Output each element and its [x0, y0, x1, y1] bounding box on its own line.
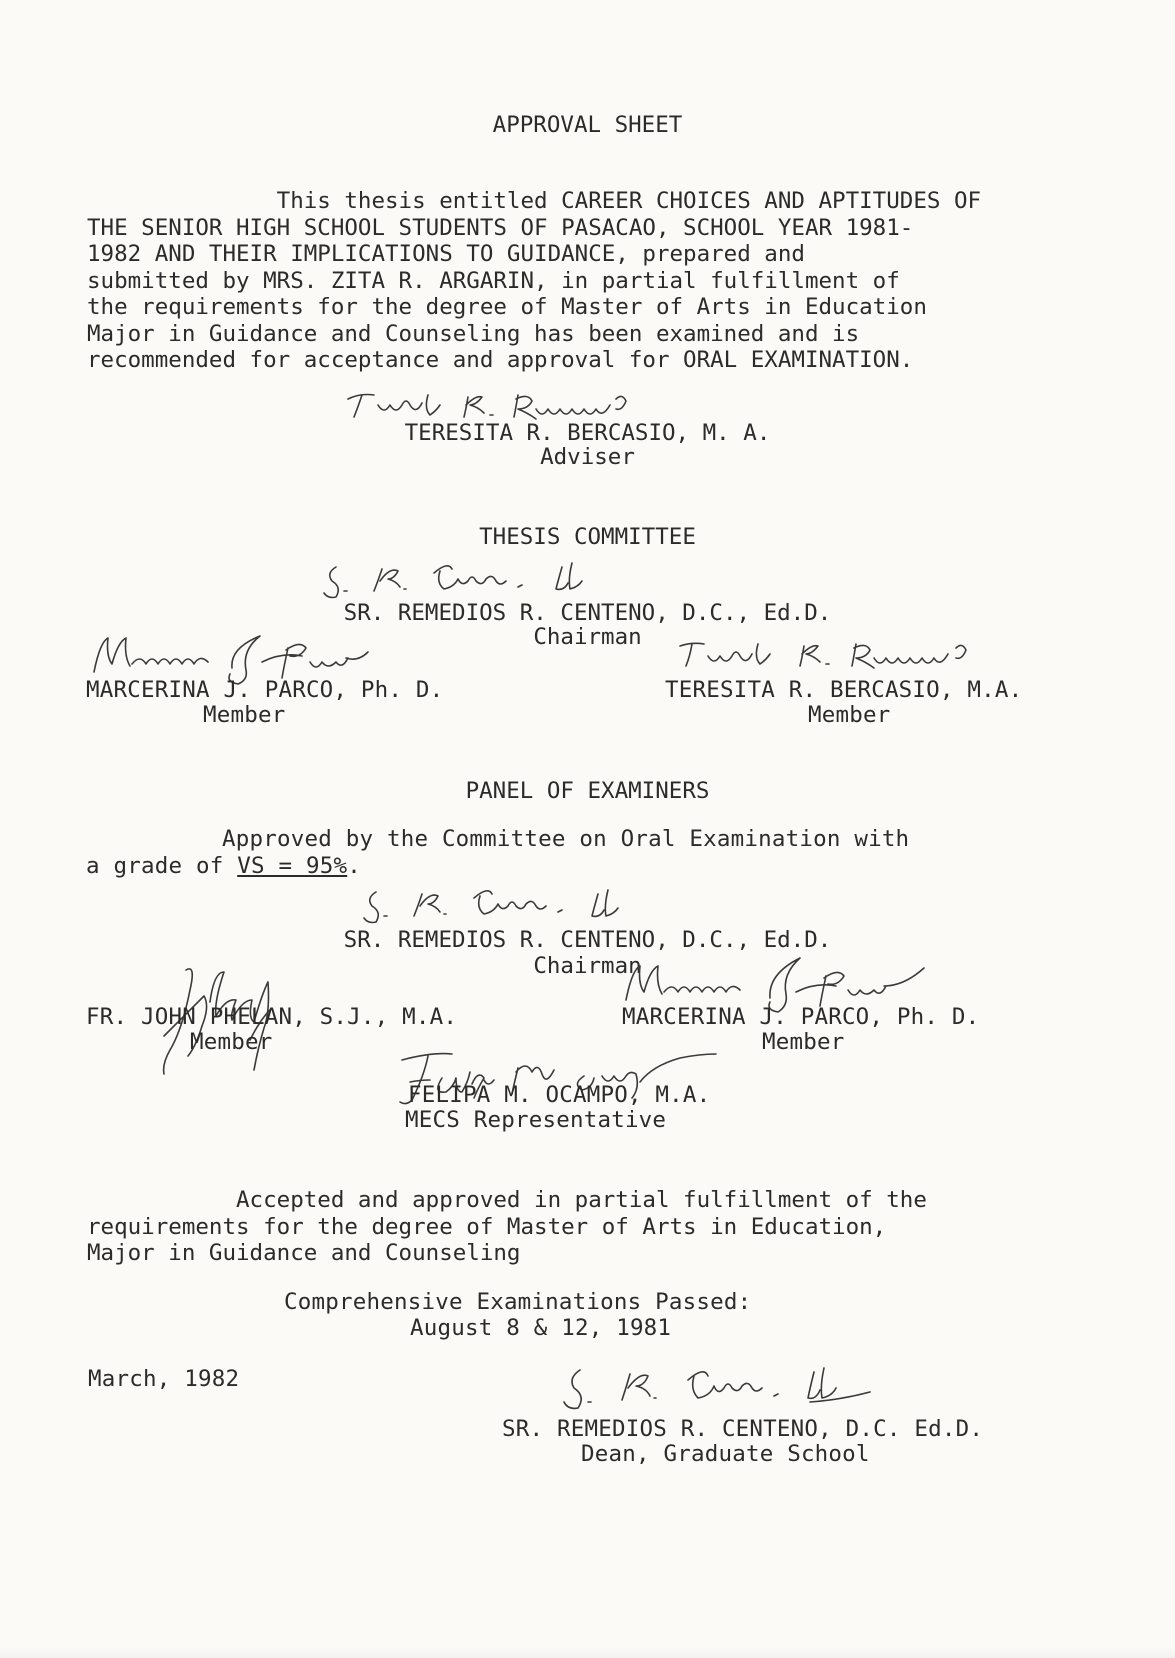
intro-line: THE SENIOR HIGH SCHOOL STUDENTS OF PASACAO, SCHOOL YEAR 1981- [87, 214, 914, 241]
dean-role: Dean, Graduate School [581, 1441, 870, 1467]
mecs-name: FELIPA M. OCAMPO, M.A. [408, 1082, 711, 1108]
comprehensive-label: Comprehensive Examinations Passed: [284, 1289, 752, 1315]
panel-approval-line: Approved by the Committee on Oral Examination with [222, 826, 910, 852]
committee-member-left-name: MARCERINA J. PARCO, Ph. D. [86, 677, 444, 703]
intro-line: This thesis entitled CAREER CHOICES AND APTITUDES OF [87, 188, 982, 214]
adviser-signature [340, 385, 670, 425]
intro-paragraph [87, 188, 1107, 374]
committee-member-right-signature [674, 636, 1004, 676]
grade-prefix: a grade of [86, 853, 238, 879]
intro-line: recommended for acceptance and approval for ORAL EXAMINATION. [87, 347, 914, 373]
comprehensive-dates: August 8 & 12, 1981 [410, 1315, 672, 1341]
thesis-committee-heading: THESIS COMMITTEE [479, 524, 696, 550]
scan-edge-shadow [0, 1646, 1175, 1658]
grade-suffix: . [347, 853, 361, 879]
acceptance-line: Accepted and approved in partial fulfillment of the [87, 1187, 927, 1213]
acceptance-paragraph [87, 1187, 1107, 1267]
committee-chairman-signature [322, 555, 662, 600]
acceptance-line: Major in Guidance and Counseling [87, 1240, 521, 1266]
panel-chairman-role: Chairman [533, 953, 642, 979]
acceptance-line: requirements for the degree of Master of Arts in Education, [87, 1213, 887, 1240]
adviser-role: Adviser [540, 444, 635, 470]
panel-heading: PANEL OF EXAMINERS [465, 778, 710, 804]
committee-member-right-role: Member [808, 702, 891, 728]
committee-member-right-name: TERESITA R. BERCASIO, M.A. [665, 677, 1023, 703]
intro-line: the requirements for the degree of Master of Arts in Education [87, 294, 927, 320]
intro-line: Major in Guidance and Counseling has been examined and is [87, 320, 860, 347]
grade-value: VS = 95% [237, 853, 348, 879]
document-date: March, 1982 [88, 1366, 240, 1392]
page-title: APPROVAL SHEET [492, 112, 683, 138]
panel-member-left-name: FR. JOHN PHELAN, S.J., M.A. [86, 1004, 458, 1030]
dean-signature [560, 1358, 900, 1413]
committee-member-left-role: Member [203, 702, 286, 728]
panel-chairman-signature [362, 880, 682, 925]
panel-member-right-role: Member [762, 1029, 845, 1055]
panel-member-left-role: Member [190, 1029, 273, 1055]
panel-chairman-name: SR. REMEDIOS R. CENTENO, D.C., Ed.D. [343, 927, 832, 953]
committee-chairman-name: SR. REMEDIOS R. CENTENO, D.C., Ed.D. [343, 600, 832, 626]
intro-line: 1982 AND THEIR IMPLICATIONS TO GUIDANCE, prepared and [87, 241, 805, 267]
dean-name: SR. REMEDIOS R. CENTENO, D.C. Ed.D. [502, 1416, 984, 1442]
adviser-name: TERESITA R. BERCASIO, M. A. [404, 420, 771, 446]
committee-chairman-role: Chairman [533, 624, 642, 650]
panel-grade-line [86, 853, 361, 879]
intro-line: submitted by MRS. ZITA R. ARGARIN, in partial fulfillment of [87, 267, 900, 294]
mecs-role: MECS Representative [405, 1107, 667, 1133]
panel-member-right-name: MARCERINA J. PARCO, Ph. D. [622, 1004, 980, 1030]
